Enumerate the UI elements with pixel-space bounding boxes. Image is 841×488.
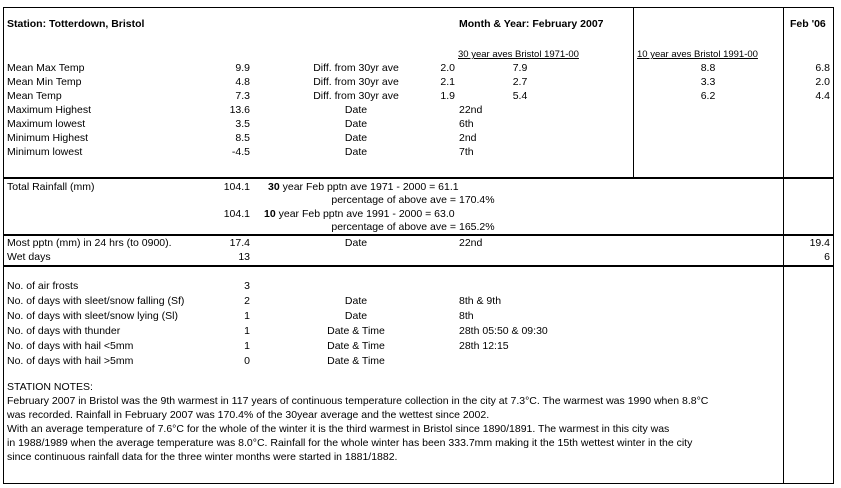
day-row-date: 8th — [459, 310, 474, 322]
rain-line-4-value: 165.2% — [459, 221, 495, 233]
day-row-middle: Date & Time — [327, 325, 385, 337]
rain-line-3-value: 63.0 — [434, 208, 455, 220]
divider-rain-pptn — [3, 234, 834, 236]
rain-value-3: 104.1 — [223, 208, 250, 220]
temp-row-value: 9.9 — [235, 62, 250, 74]
temp-row-value: 8.5 — [235, 132, 250, 144]
temp-row-value: 13.6 — [229, 104, 250, 116]
temp-row-middle: Date — [344, 104, 368, 116]
divider-temps-rain — [3, 177, 834, 179]
day-row-label: No. of days with sleet/snow falling (Sf) — [7, 295, 185, 307]
day-row-label: No. of air frosts — [7, 280, 79, 292]
pptn-row-prev: 19.4 — [809, 237, 830, 249]
prev-year-heading: Feb '06 — [790, 18, 826, 30]
temp-row-value: 3.5 — [235, 118, 250, 130]
notes-line: With an average temperature of 7.6°C for the whole of the winter it is the third warmest in Bristol since 1890/1891. The warmest in this city was — [7, 423, 670, 435]
temp-row-diff: 2.1 — [440, 76, 455, 88]
temp-row-middle: Date — [344, 132, 368, 144]
rain-value-1: 104.1 — [223, 181, 250, 193]
pptn-row-value: 17.4 — [229, 237, 250, 249]
temp-row-value: 4.8 — [235, 76, 250, 88]
temp-row-middle: Date — [344, 118, 368, 130]
pptn-row-prev: 6 — [824, 251, 830, 263]
temp-row-diff: 2.0 — [440, 62, 455, 74]
day-row-label: No. of days with hail <5mm — [7, 340, 134, 352]
day-row-value: 1 — [244, 325, 250, 337]
month-year-title: Month & Year: February 2007 — [459, 18, 604, 30]
temp-row-ave30: 7.9 — [512, 62, 528, 74]
pptn-row-label: Most pptn (mm) in 24 hrs (to 0900). — [7, 237, 172, 249]
day-row-middle: Date & Time — [327, 340, 385, 352]
notes-line: in 1988/1989 when the average temperature was 8.0°C. Rainfall for the whole winter has been 333.7mm making it the 15th wettest winter in the city — [7, 437, 693, 449]
temp-row-label: Mean Min Temp — [7, 76, 82, 88]
rain-line-4-text: percentage of above ave = — [331, 221, 456, 233]
day-row-date: 8th & 9th — [459, 295, 502, 307]
temp-row-middle: Diff. from 30yr ave — [313, 62, 399, 74]
temp-row-ave10: 8.8 — [700, 62, 716, 74]
rain-line-2-text: percentage of above ave = — [331, 194, 456, 206]
pptn-row-value: 13 — [238, 251, 250, 263]
notes-line: was recorded. Rainfall in February 2007 was 170.4% of the 30year average and the wettest since 2002. — [7, 409, 490, 421]
notes-body — [7, 394, 797, 464]
pptn-row-middle: Date — [344, 237, 368, 249]
temp-row-middle: Diff. from 30yr ave — [313, 90, 399, 102]
rain-label: Total Rainfall (mm) — [7, 181, 95, 193]
rain-line-3-years: 10 — [264, 208, 276, 220]
temp-row-date: 6th — [459, 118, 474, 130]
temp-row-ave10: 6.2 — [700, 90, 716, 102]
day-row-label: No. of days with sleet/snow lying (Sl) — [7, 310, 178, 322]
day-row-middle: Date & Time — [327, 355, 385, 367]
temp-row-date: 22nd — [459, 104, 483, 116]
temp-row-prev: 4.4 — [815, 90, 830, 102]
day-row-value: 3 — [244, 280, 250, 292]
day-row-date: 28th 05:50 & 09:30 — [459, 325, 548, 337]
temp-row-ave10: 3.3 — [700, 76, 716, 88]
temp-row-label: Mean Max Temp — [7, 62, 85, 74]
rain-line-4 — [280, 221, 456, 233]
day-row-label: No. of days with thunder — [7, 325, 121, 337]
temp-row-value: 7.3 — [235, 90, 250, 102]
notes-title: STATION NOTES: — [7, 381, 93, 393]
day-row-date: 28th 12:15 — [459, 340, 509, 352]
temp-row-middle: Diff. from 30yr ave — [313, 76, 399, 88]
temp-row-label: Mean Temp — [7, 90, 62, 102]
temp-row-label: Minimum lowest — [7, 146, 83, 158]
temp-row-value: -4.5 — [231, 146, 250, 158]
pptn-row-date: 22nd — [459, 237, 483, 249]
temp-row-prev: 2.0 — [815, 76, 830, 88]
temp-row-label: Maximum Highest — [7, 104, 92, 116]
rain-line-1-years: 30 — [268, 181, 280, 193]
day-row-middle: Date — [344, 310, 368, 322]
station-title: Station: Totterdown, Bristol — [7, 18, 145, 30]
station-notes — [7, 380, 797, 464]
day-row-middle: Date — [344, 295, 368, 307]
temp-row-date: 7th — [459, 146, 474, 158]
ave30-heading: 30 year aves Bristol 1971-00 — [458, 49, 579, 60]
rain-line-2 — [280, 194, 456, 206]
rain-line-1-text: year Feb pptn ave 1971 - 2000 = — [279, 181, 439, 193]
day-row-label: No. of days with hail >5mm — [7, 355, 134, 367]
day-row-value: 2 — [244, 295, 250, 307]
temp-row-middle: Date — [344, 146, 368, 158]
pptn-row-label: Wet days — [7, 251, 51, 263]
notes-line: February 2007 in Bristol was the 9th warmest in 117 years of continuous temperature collection in the city at 7.3°C. The warmest was 1990 when 8.8°C — [7, 395, 709, 407]
rain-line-3-text: year Feb pptn ave 1991 - 2000 = — [275, 208, 435, 220]
ave10-heading: 10 year aves Bristol 1991-00 — [637, 49, 758, 60]
rain-line-1 — [268, 181, 459, 193]
day-row-value: 1 — [244, 340, 250, 352]
temp-row-ave30: 2.7 — [512, 76, 528, 88]
temp-row-prev: 6.8 — [815, 62, 830, 74]
temp-row-diff: 1.9 — [440, 90, 455, 102]
divider-pptn-days — [3, 265, 834, 267]
day-row-value: 0 — [244, 355, 250, 367]
rain-line-1-value: 61.1 — [438, 181, 459, 193]
notes-line: since continuous rainfall data for the three winter months were started in 1881/1882. — [7, 451, 398, 463]
rain-line-2-value: 170.4% — [459, 194, 495, 206]
temp-row-date: 2nd — [459, 132, 477, 144]
col-divider-10yr — [633, 7, 634, 178]
temp-row-label: Maximum lowest — [7, 118, 86, 130]
temp-row-ave30: 5.4 — [512, 90, 528, 102]
temp-row-label: Minimum Highest — [7, 132, 89, 144]
day-row-value: 1 — [244, 310, 250, 322]
rain-line-3 — [264, 208, 455, 220]
